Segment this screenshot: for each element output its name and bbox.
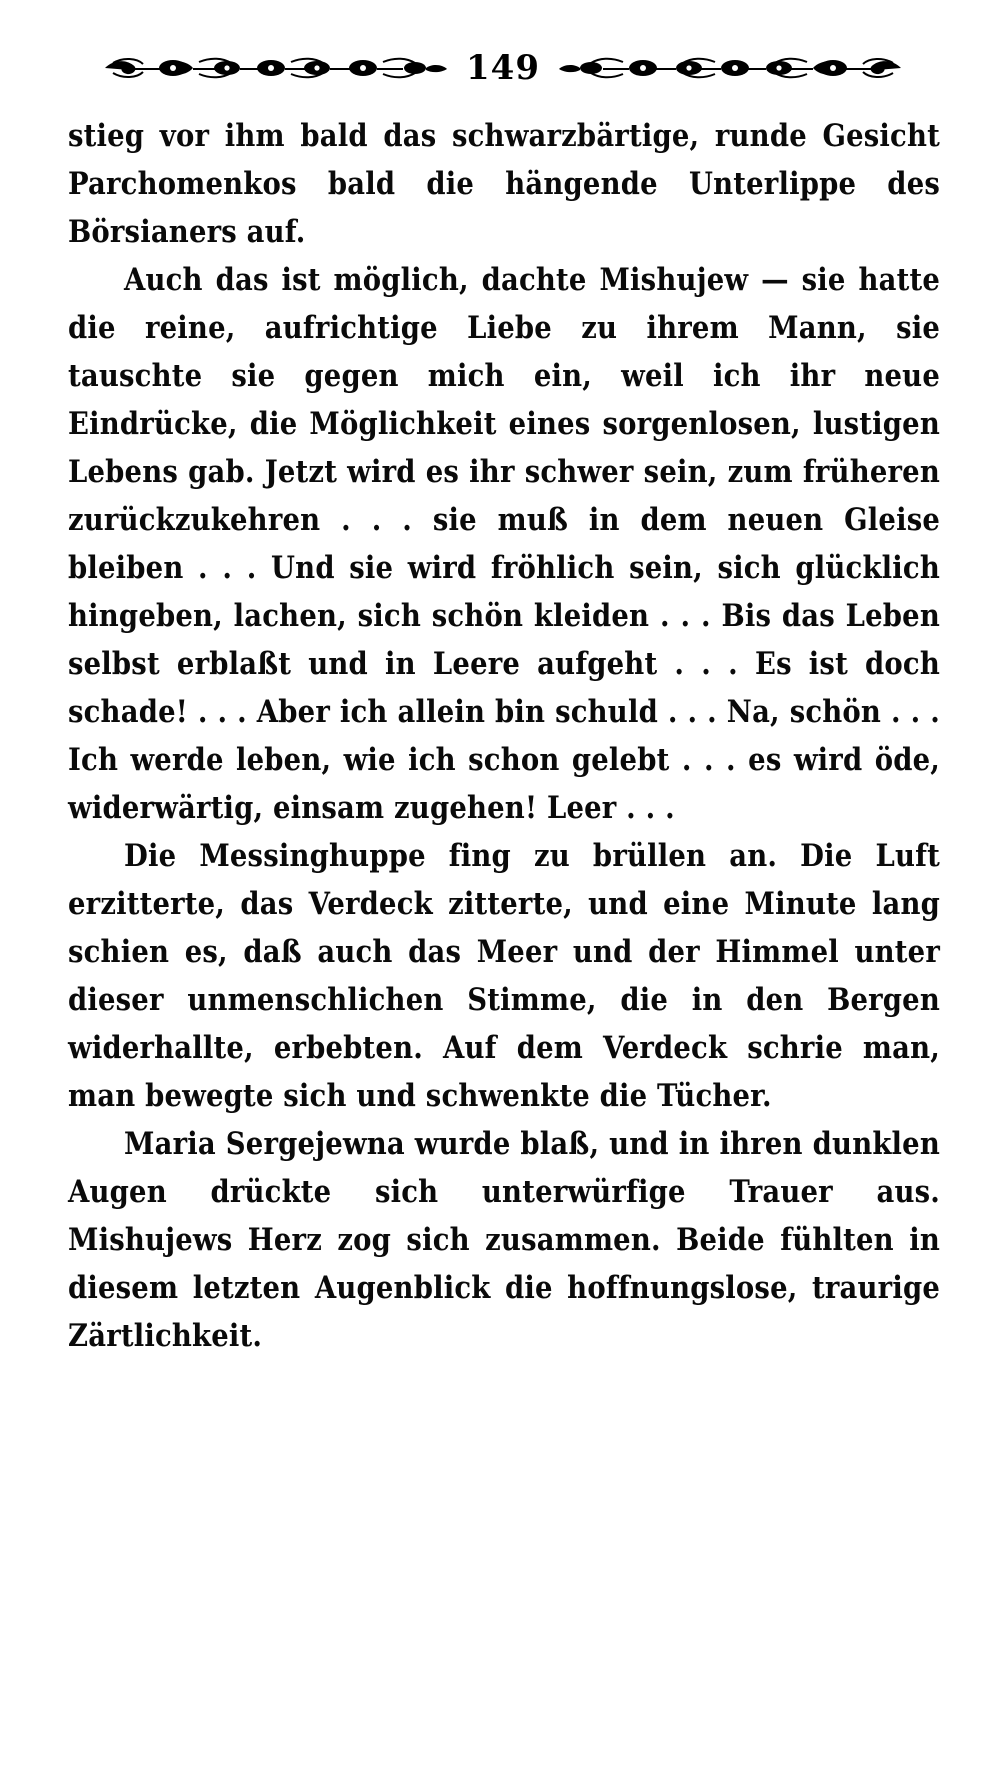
- paragraph: [68, 112, 940, 256]
- paragraph: [68, 832, 940, 1120]
- page-body-text: [68, 112, 940, 1360]
- paragraph-text: stieg vor ihm bald das schwarzbärtige, runde Gesicht Parchomenkos bald die hängende Unterlippe des Börsianers auf.: [68, 118, 940, 250]
- paragraph-text: Maria Sergejewna wurde blaß, und in ihren dunklen Augen drückte sich unterwürfige Trauer aus. Mishujews Herz zog sich zusammen. Beide fühlten in diesem letzten Augenblick die hoffnungslose, traurige Zärtlichkeit.: [68, 1126, 940, 1354]
- paragraph-text: Auch das ist möglich, dachte Mishujew — sie hatte die reine, aufrichtige Liebe zu ihrem Mann, sie tauschte sie gegen mich ein, weil ich ihr neue Eindrücke, die Möglichkeit eines sorgenlosen, lustigen Lebens gab. Jetzt wird es ihr schwer sein, zum früheren zurückzukehren . . . sie muß in dem neuen Gleise bleiben . . . Und sie wird fröhlich sein, sich glücklich hingeben, lachen, sich schön kleiden . . . Bis das Leben selbst erblaßt und in Leere aufgeht . . . Es ist doch schade! . . . Aber ich allein bin schuld . . . Na, schön . . . Ich werde leben, wie ich schon gelebt . . . es wird öde, widerwärtig, einsam zugehen! Leer . . .: [68, 262, 940, 826]
- paragraph-text: Die Messinghuppe fing zu brüllen an. Die Luft erzitterte, das Verdeck zitterte, und eine Minute lang schien es, daß auch das Meer und der Himmel unter dieser unmenschlichen Stimme, die in den Bergen widerhallte, erbebten. Auf dem Verdeck schrie man, man bewegte sich und schwenkte die Tücher.: [68, 838, 940, 1114]
- flourish-ornament-left: [103, 55, 448, 81]
- paragraph: [68, 1120, 940, 1360]
- page-header: [70, 40, 936, 96]
- page-number: 149: [466, 48, 540, 88]
- flourish-ornament-right: [558, 55, 903, 81]
- paragraph: [68, 256, 940, 832]
